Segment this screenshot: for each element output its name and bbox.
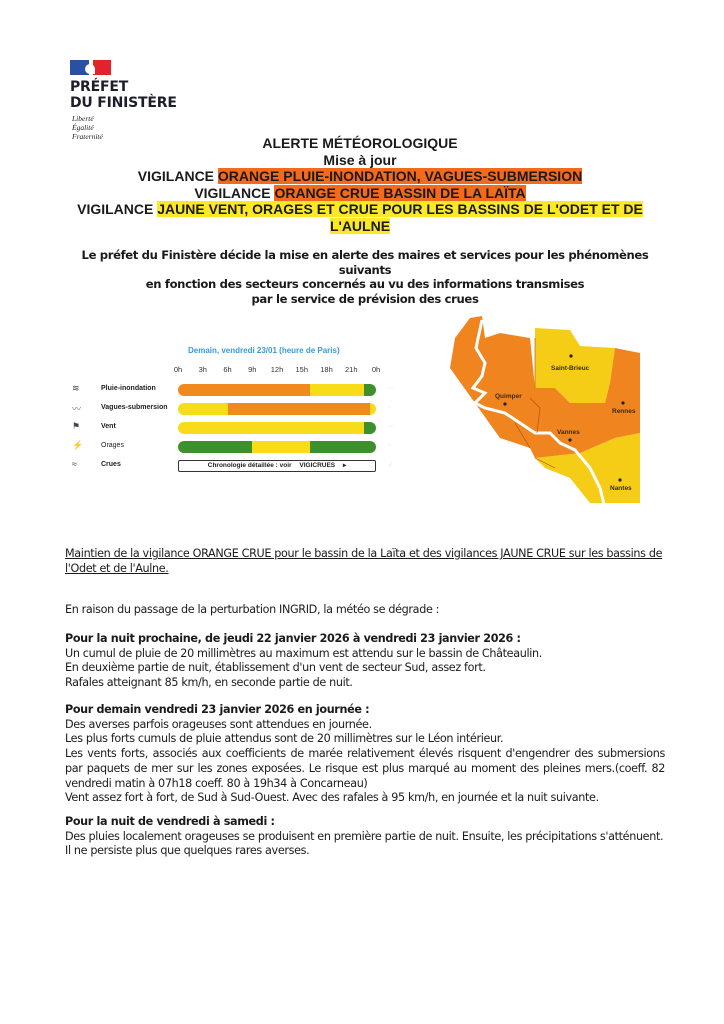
row-label: Crues xyxy=(101,461,121,468)
vigicrues-link[interactable] xyxy=(178,460,376,472)
intro-paragraph xyxy=(60,248,670,306)
section-line: Les vents forts, associés aux coefficients de marée relativement élevés risquent d'engendrer des submersions par paquets de mer sur les zones exposées. Le risque est plus marqué au moment des pleines mers.(coeff. 82 vendredi matin à 07h18 coeff. 80 à 19h34 à Concarneau) xyxy=(65,747,665,790)
hour-tick: 18h xyxy=(320,365,333,374)
timeline-segment-yellow xyxy=(178,422,364,434)
maintien-text: Maintien de la vigilance ORANGE CRUE pour le bassin de la Laïta et des vigilances JAUNE CRUE sur les bassins de l'Odet et de l'Aulne. xyxy=(65,547,663,575)
section-heading: Pour demain vendredi 23 janvier 2026 en journée : xyxy=(65,703,370,716)
timeline-row-vagues xyxy=(68,401,408,417)
map-city-dot xyxy=(568,438,571,441)
vigilance-orange-pluie: ORANGE PLUIE-INONDATION, VAGUES-SUBMERSION xyxy=(217,168,583,184)
timeline-segment-orange xyxy=(178,384,310,396)
map-city-quimper: Quimper xyxy=(495,393,522,400)
waves-icon: 〰 xyxy=(72,404,82,414)
section-line: Les plus forts cumuls de pluie attendus sont de 20 millimètres sur le Léon intérieur. xyxy=(65,732,504,746)
motto-liberte: Liberté xyxy=(72,114,94,123)
timeline-segment-yellow xyxy=(252,441,310,453)
hour-tick: 6h xyxy=(223,365,232,374)
vigicrues-link-text: Chronologie détaillée : voir xyxy=(207,462,292,469)
section-line: Rafales atteignant 85 km/h, en seconde partie de nuit. xyxy=(65,676,353,690)
section-nuit-samedi xyxy=(65,815,665,859)
map-city-nantes: Nantes xyxy=(610,485,632,492)
alert-title: ALERTE MÉTÉOROLOGIQUE xyxy=(262,135,458,151)
timeline-row-pluie xyxy=(68,382,408,398)
rain-flood-icon: ≋ xyxy=(72,383,80,393)
timeline-segment-orange xyxy=(228,403,371,415)
faded-icon: ◦◦ xyxy=(388,385,393,392)
timeline-bar xyxy=(178,422,376,434)
faded-icon: ✓ xyxy=(388,462,394,469)
intro-line2: en fonction des secteurs concernés au vu des informations transmises xyxy=(145,277,585,292)
timeline-hour-ticks xyxy=(173,365,381,375)
vigilance-line-1 xyxy=(60,168,660,185)
section-line: En deuxième partie de nuit, établissement d'un vent de secteur Sud, assez fort. xyxy=(65,661,486,675)
timeline-segment-green xyxy=(364,384,376,396)
row-label: Vagues-submersion xyxy=(101,404,168,411)
intro-line: En raison du passage de la perturbation INGRID, la météo se dégrade : xyxy=(65,603,440,616)
prefecture-name xyxy=(70,79,177,111)
wind-icon: ⚑ xyxy=(72,421,81,431)
vigilance-prefix: VIGILANCE xyxy=(137,168,215,184)
hour-tick: 15h xyxy=(295,365,309,374)
vigilance-jaune: JAUNE VENT, ORAGES ET CRUE POUR LES BASSINS DE L'ODET ET DE L'AULNE xyxy=(157,201,643,234)
section-line: Vent assez fort à fort, de Sud à Sud-Ouest. Avec des rafales à 95 km/h, en journée et la nuit suivante. xyxy=(65,791,599,805)
timeline-bar xyxy=(178,403,376,415)
timeline-row-orages xyxy=(68,439,408,455)
intro-line1: Le préfet du Finistère décide la mise en alerte des maires et services pour les phénomènes suivants xyxy=(81,248,649,277)
motto-egalite: Égalité xyxy=(72,123,94,132)
vigilance-timeline xyxy=(68,340,408,480)
section-heading: Pour la nuit de vendredi à samedi : xyxy=(65,815,275,828)
motto-fraternite: Fraternité xyxy=(72,132,103,141)
timeline-bar xyxy=(178,384,376,396)
section-heading: Pour la nuit prochaine, de jeudi 22 janvier 2026 à vendredi 23 janvier 2026 : xyxy=(65,632,521,645)
map-city-dot xyxy=(618,478,621,481)
timeline-segment-yellow xyxy=(370,403,376,415)
flood-icon: ≈ xyxy=(72,459,77,469)
timeline-segment-green xyxy=(178,441,252,453)
vigilance-line-3 xyxy=(60,201,660,234)
row-label: Orages xyxy=(101,442,124,449)
vigilance-map xyxy=(440,308,640,513)
section-line: Des pluies localement orageuses se produisent en première partie de nuit. Ensuite, les précipitations s'atténuent. Il ne persiste plus que quelques rares averses. xyxy=(65,829,664,858)
map-city-dot xyxy=(621,401,624,404)
lightning-icon: ⚡ xyxy=(72,440,84,450)
faded-icon: ◦ xyxy=(388,404,391,411)
hour-tick: 21h xyxy=(344,365,358,374)
prefecture-line2: DU FINISTÈRE xyxy=(70,95,177,111)
section-demain xyxy=(65,703,665,806)
map-city-dot xyxy=(569,354,572,357)
section-line: Un cumul de pluie de 20 millimètres au maximum est attendu sur le bassin de Châteaulin. xyxy=(65,646,542,660)
hour-tick: 3h xyxy=(198,365,207,374)
row-label: Vent xyxy=(101,423,116,430)
prefecture-line1: PRÉFET xyxy=(70,79,129,95)
vigicrues-brand: VIGICRUES xyxy=(299,462,336,469)
timeline-row-crues xyxy=(68,458,408,474)
hour-tick: 9h xyxy=(248,365,257,374)
hour-tick: 0h xyxy=(173,365,183,374)
vigilance-line-2 xyxy=(60,185,660,202)
timeline-bar xyxy=(178,441,376,453)
vigilance-orange-crue: ORANGE CRUE BASSIN DE LA LAÏTA xyxy=(274,184,526,201)
timeline-segment-green xyxy=(364,422,376,434)
alert-headings xyxy=(60,135,660,234)
vigilance-prefix: VIGILANCE xyxy=(77,201,154,217)
timeline-row-vent xyxy=(68,420,408,436)
faded-icon: ◦◦ xyxy=(388,423,393,430)
marianne-flag-icon xyxy=(70,60,111,75)
row-label: Pluie-inondation xyxy=(101,385,156,392)
vigilance-prefix: VIGILANCE xyxy=(194,184,271,201)
hour-tick: 0h xyxy=(371,365,381,374)
intro-line3: par le service de prévision des crues xyxy=(251,291,479,306)
timeline-title: Demain, vendredi 23/01 (heure de Paris) xyxy=(188,346,340,355)
section-nuit-prochaine xyxy=(65,632,665,691)
timeline-segment-yellow xyxy=(310,384,364,396)
map-city-rennes: Rennes xyxy=(612,408,636,415)
map-city-dot xyxy=(503,402,506,405)
map-city-saint-brieuc: Saint-Brieuc xyxy=(551,365,590,372)
arrow-right-icon: ▸ xyxy=(342,462,347,469)
timeline-segment-green xyxy=(310,441,376,453)
degradation-intro xyxy=(65,603,665,618)
timeline-segment-yellow xyxy=(178,403,228,415)
section-line: Des averses parfois orageuses sont attendues en journée. xyxy=(65,717,372,731)
hour-tick: 12h xyxy=(270,365,284,374)
faded-icon: ◦ xyxy=(388,442,391,449)
map-city-vannes: Vannes xyxy=(557,429,580,436)
maintien-paragraph xyxy=(65,547,665,576)
alert-subtitle: Mise à jour xyxy=(323,151,397,168)
